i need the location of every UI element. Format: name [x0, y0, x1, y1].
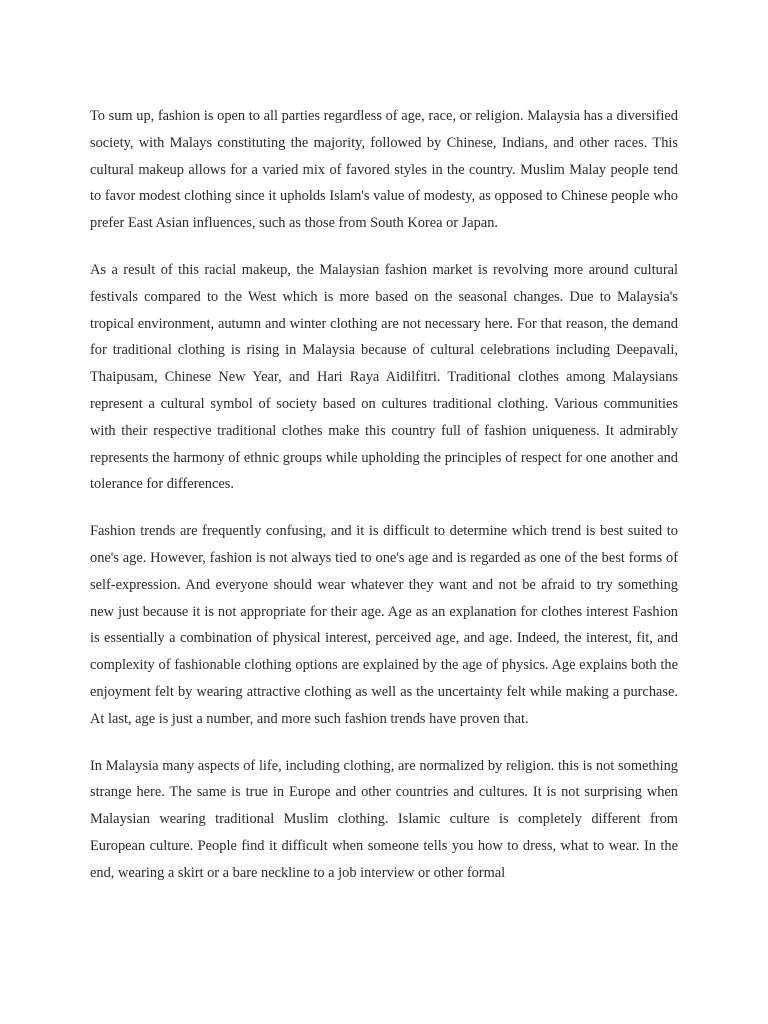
paragraph-3: Fashion trends are frequently confusing, and it is difficult to determine which trend is best suited to one's age. However, fashion is not always tied to one's age and is regarded as one of the best forms of self-expression. And everyone should wear whatever they want and not be afraid to try something new just because it is not appropriate for their age. Age as an explanation for clothes interest Fashion is essentially a combination of physical interest, perceived age, and age. Indeed, the interest, fit, and complexity of fashionable clothing options are explained by the age of physics. Age explains both the enjoyment felt by wearing attractive clothing as well as the uncertainty felt while making a purchase. At last, age is just a number, and more such fashion trends have proven that. [90, 523, 678, 727]
document-body [90, 103, 678, 907]
paragraph-1: To sum up, fashion is open to all parties regardless of age, race, or religion. Malaysia has a diversified society, with Malays constituting the majority, followed by Chinese, Indians, and other races. This cultural makeup allows for a varied mix of favored styles in the country. Muslim Malay people tend to favor modest clothing since it upholds Islam's value of modesty, as opposed to Chinese people who prefer East Asian influences, such as those from South Korea or Japan. [90, 108, 678, 232]
paragraph-2: As a result of this racial makeup, the Malaysian fashion market is revolving more around cultural festivals compared to the West which is more based on the seasonal changes. Due to Malaysia's tropical environment, autumn and winter clothing are not necessary here. For that reason, the demand for traditional clothing is rising in Malaysia because of cultural celebrations including Deepavali, Thaipusam, Chinese New Year, and Hari Raya Aidilfitri. Traditional clothes among Malaysians represent a cultural symbol of society based on cultures traditional clothing. Various communities with their respective traditional clothes make this country full of fashion uniqueness. It admirably represents the harmony of ethnic groups while upholding the principles of respect for one another and tolerance for differences. [90, 261, 678, 493]
paragraph-4: In Malaysia many aspects of life, including clothing, are normalized by religion. this is not something strange here. The same is true in Europe and other countries and cultures. It is not surprising when Malaysian wearing traditional Muslim clothing. Islamic culture is completely different from European culture. People find it difficult when someone tells you how to dress, what to wear. In the end, wearing a skirt or a bare neckline to a job interview or other formal [90, 757, 678, 881]
